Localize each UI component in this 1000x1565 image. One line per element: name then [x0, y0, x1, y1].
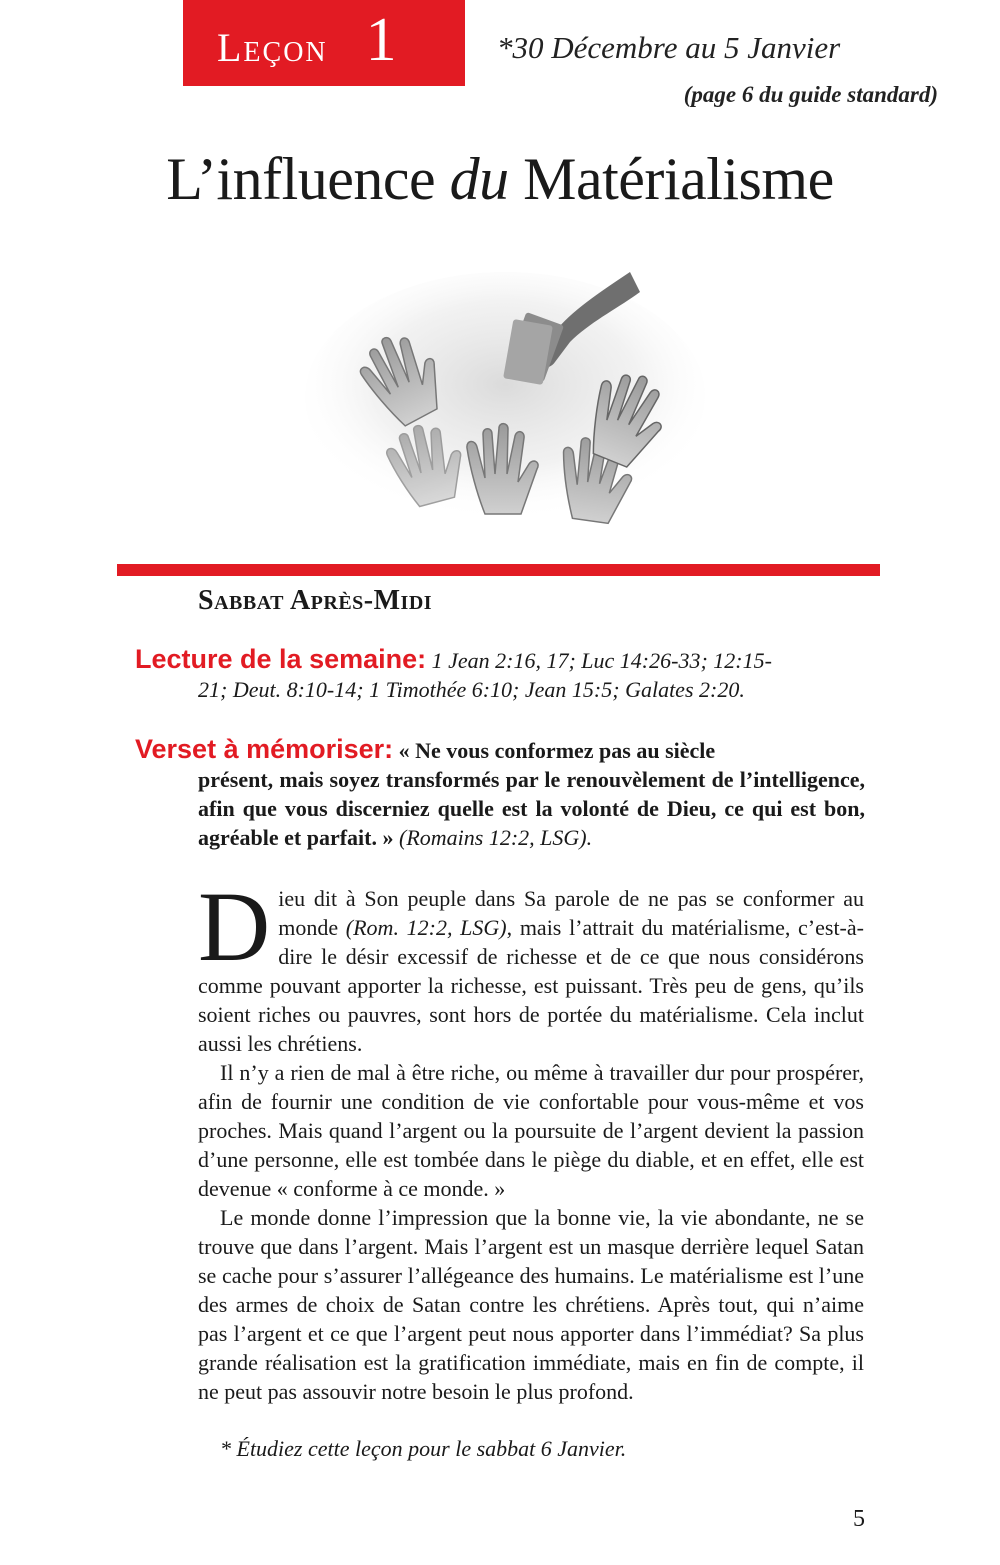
- memory-verse: [135, 735, 865, 852]
- title-part-2: du: [449, 146, 509, 212]
- paragraph-3: Le monde donne l’impression que la bonne vie, la vie abondante, ne se trouve que dans l’argent. Mais l’argent est un masque derrière lequel Satan se cache pour s’assurer l’allégeance des humains. Le matérialisme est l’une des armes de choix de Satan contre les chrétiens. Après tout, qui n’aime pas l’argent et ce que l’argent peut nous apporter dans l’immédiat? Sa plus grande réalisation est la gratification immédiate, mais en fin de compte, il ne peut pas assouvir notre besoin le plus profond.: [198, 1205, 864, 1404]
- paragraph-1-ref: (Rom. 12:2, LSG): [345, 915, 507, 940]
- weekly-reading: [135, 645, 865, 704]
- page-number: 5: [853, 1506, 865, 1532]
- paragraph-1-a: ieu dit à Son peuple dans Sa parole de ne pas se conformer au monde: [278, 886, 864, 940]
- reading-refs-line2: 21; Deut. 8:10-14; 1 Timothée 6:10; Jean 15:5; Galates 2:20.: [198, 677, 745, 702]
- section-divider: [117, 564, 880, 576]
- paragraph-1-b: , mais l’attrait du matérialisme, c’est-à-dire le désir excessif de richesse et de ce que nous considérons comme pouvant apporter la richesse, est puissant. Très peu de gens, qu’ils soient riches ou pauvres, sont hors de portée du matérialisme. Cela inclut aussi les chrétiens.: [198, 915, 864, 1056]
- lesson-number: 1: [365, 5, 397, 74]
- section-heading: Sabbat Après-Midi: [198, 585, 433, 616]
- paragraph-2: Il n’y a rien de mal à être riche, ou même à travailler dur pour prospérer, afin de fournir une condition de vie confortable pour vous-même et vos proches. Mais quand l’argent ou la poursuite de l’argent devient la passion d’une personne, elle est tombée dans le piège du diable, et en effet, elle est devenue « conforme à ce monde. »: [198, 1060, 864, 1201]
- memory-citation: (Romains 12:2, LSG).: [393, 825, 593, 850]
- memory-verse-rest: présent, mais soyez transformés par le renouvèlement de l’intelligence, afin que vous discerniez quelle est la volonté de Dieu, ce qui est bon, agréable et parfait. »: [198, 767, 865, 850]
- paragraph-1: [198, 871, 864, 1058]
- reading-refs-line1: 1 Jean 2:16, 17; Luc 14:26-33; 12:15-: [426, 648, 772, 673]
- lesson-badge: [183, 0, 465, 86]
- reading-label: Lecture de la semaine:: [135, 644, 427, 674]
- footnote: * Étudiez cette leçon pour le sabbat 6 Janvier.: [220, 1436, 627, 1461]
- memory-label: Verset à mémoriser:: [135, 734, 394, 764]
- memory-verse-continuation: [135, 765, 865, 852]
- lesson-body: [198, 871, 864, 1406]
- lesson-dates: *30 Décembre au 5 Janvier: [497, 30, 841, 65]
- drop-cap: D: [198, 871, 271, 982]
- title-part-1: L’influence: [166, 146, 450, 212]
- page-reference: (page 6 du guide standard): [683, 82, 938, 107]
- memory-verse-line1: « Ne vous conformez pas au siècle: [393, 738, 716, 763]
- lesson-word: Leçon: [217, 24, 328, 70]
- title-part-3: Matérialisme: [508, 146, 834, 212]
- page-title: [0, 145, 1000, 214]
- hands-reaching-for-money-icon: [300, 262, 710, 530]
